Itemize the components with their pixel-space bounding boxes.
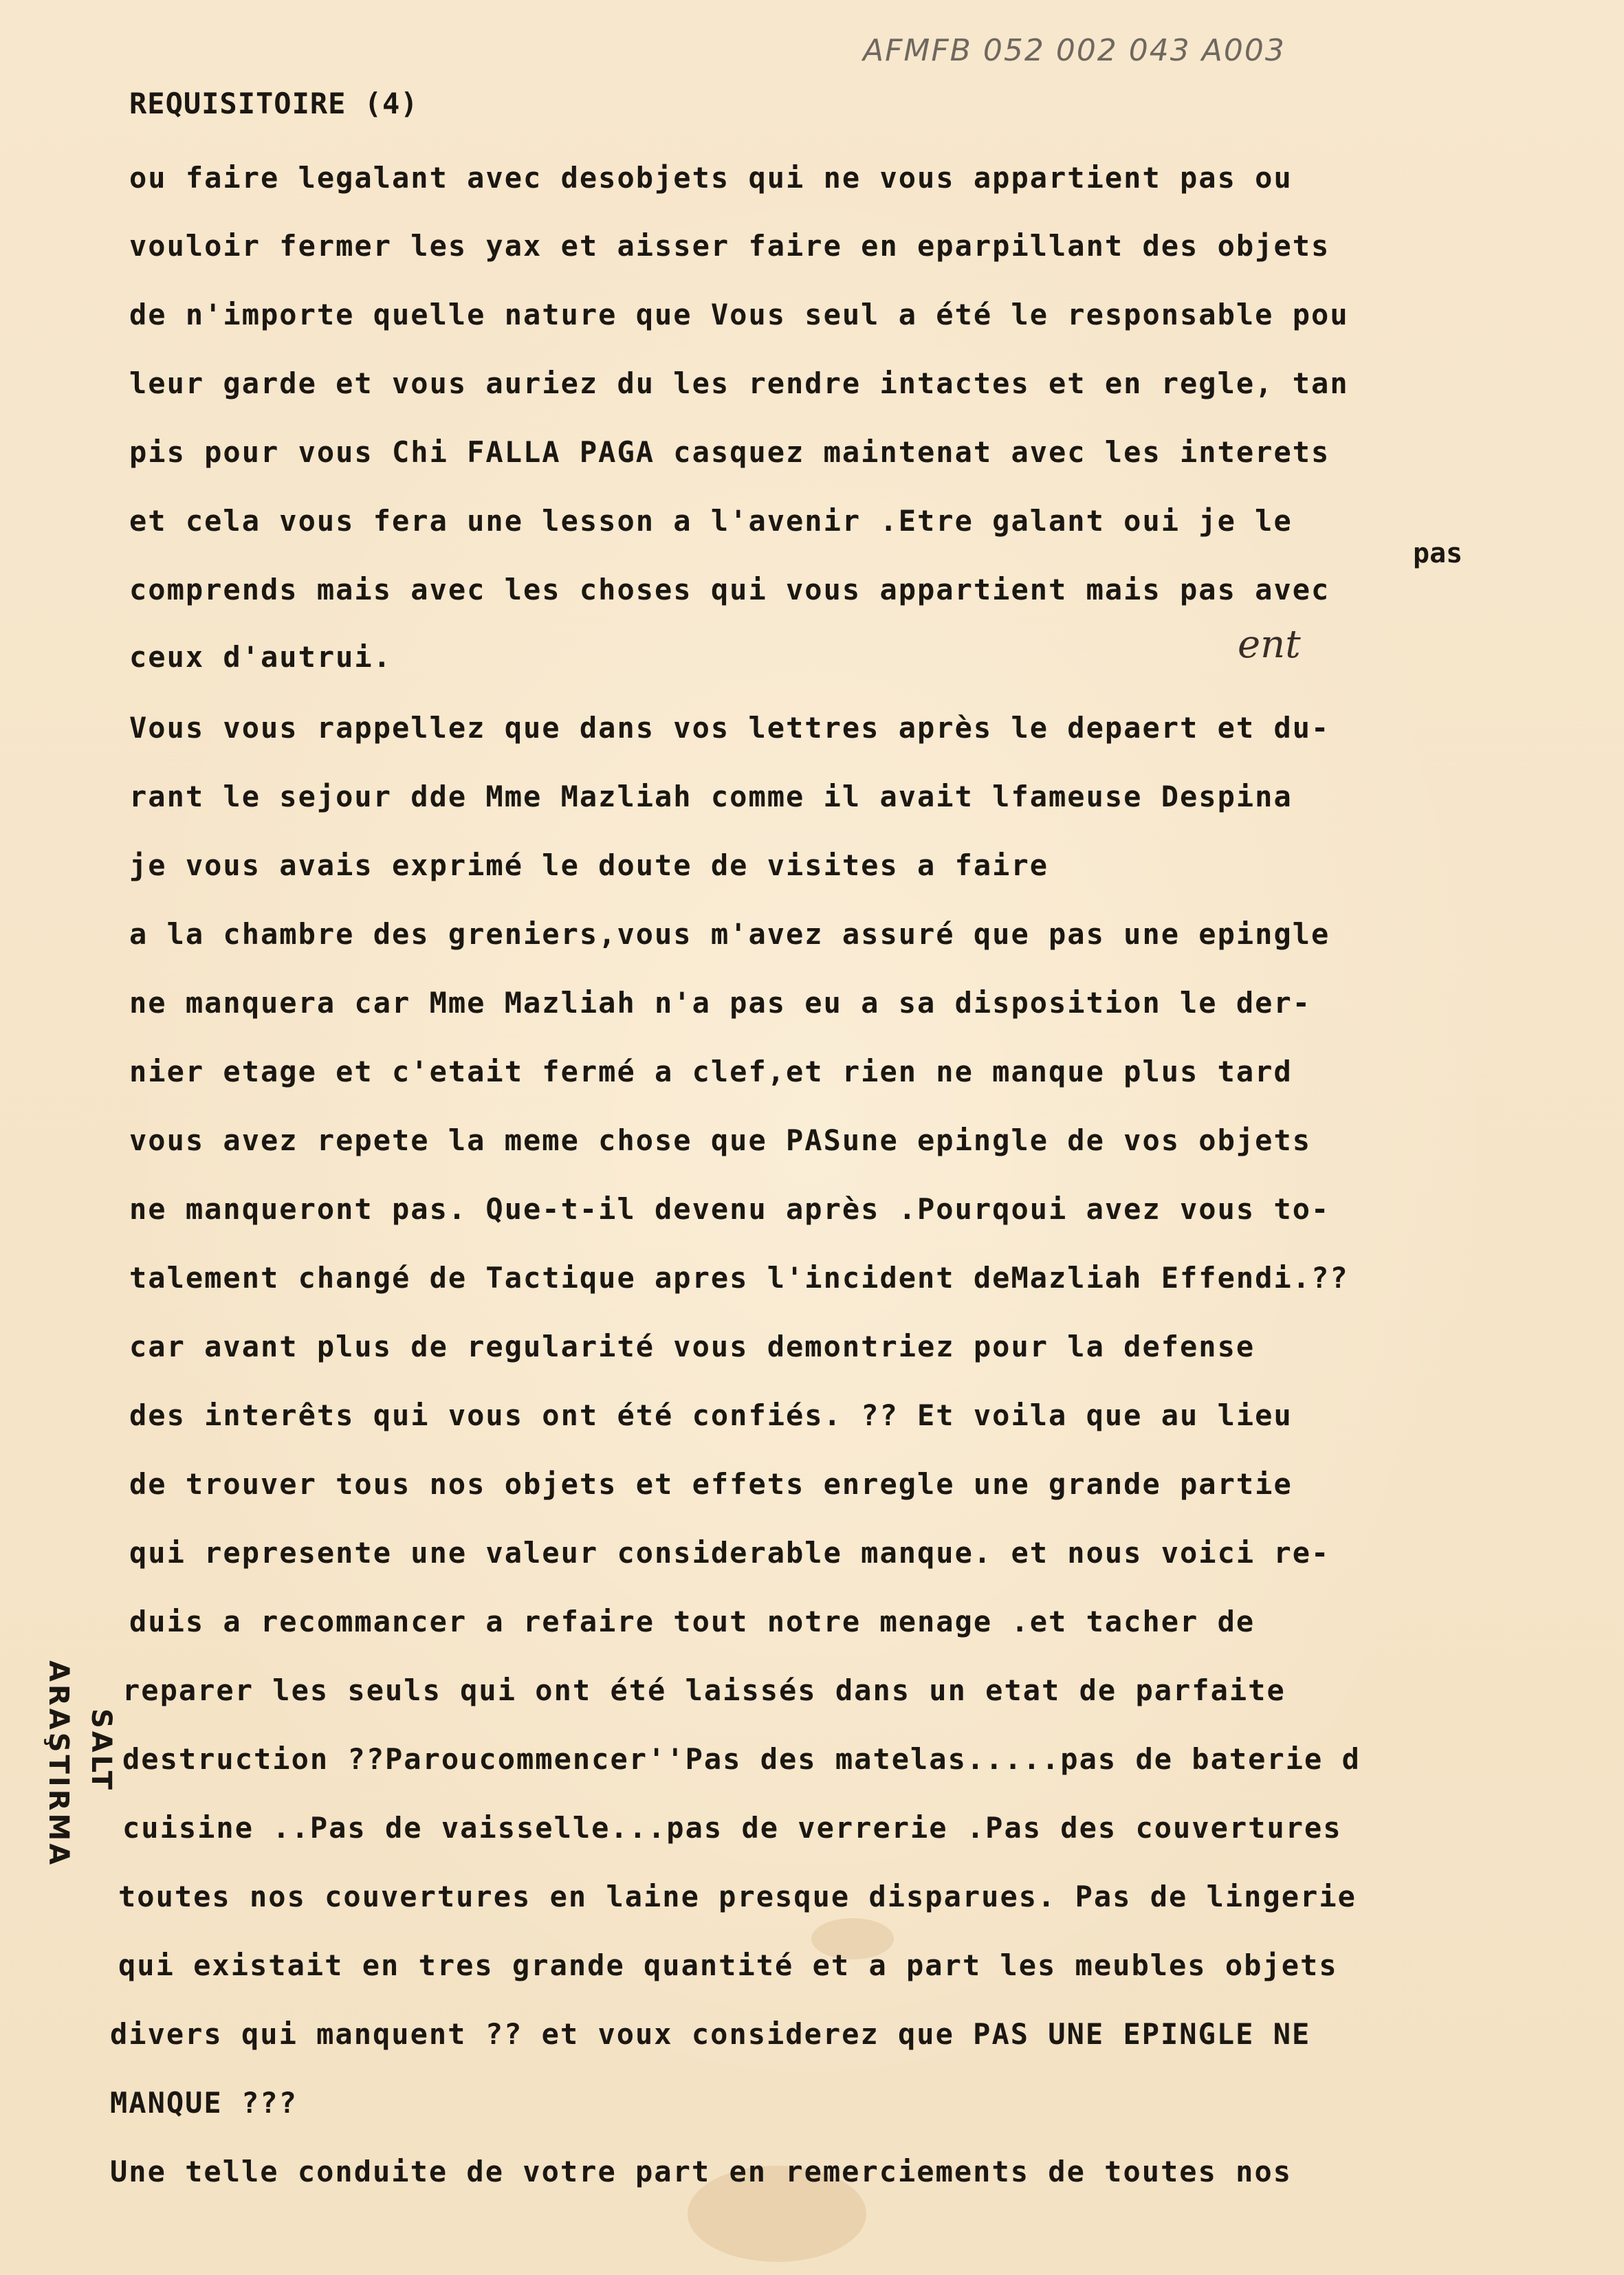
text-line: de n'importe quelle nature que Vous seul a été le responsable pou: [129, 298, 1349, 331]
text-line: ne manqueront pas. Que-t-il devenu après .Pourqoui avez vous to-: [129, 1192, 1330, 1226]
text-line: MANQUE ???: [110, 2086, 298, 2120]
text-line: reparer les seuls qui ont été laissés dans un etat de parfaite: [122, 1673, 1286, 1707]
stamp-line-arastirma: ARAŞTIRMA: [43, 1660, 74, 1868]
text-line: comprends mais avec les choses qui vous appartient mais pas avec: [129, 573, 1330, 606]
handwritten-correction-ent: ent: [1238, 622, 1301, 667]
text-line: nier etage et c'etait fermé a clef,et rien ne manque plus tard: [129, 1055, 1293, 1088]
text-line: Une telle conduite de votre part en remerciements de toutes nos: [110, 2155, 1293, 2188]
document-heading: REQUISITOIRE (4): [129, 87, 419, 120]
text-line: duis a recommancer a refaire tout notre menage .et tacher de: [129, 1605, 1255, 1638]
text-line: cuisine ..Pas de vaisselle...pas de verrerie .Pas des couvertures: [122, 1811, 1342, 1845]
text-line: de trouver tous nos objets et effets enregle une grande partie: [129, 1467, 1293, 1501]
text-line: qui represente une valeur considerable manque. et nous voici re-: [129, 1536, 1330, 1570]
text-line: destruction ??Paroucommencer''Pas des matelas.....pas de baterie d: [122, 1742, 1361, 1776]
stamp-line-salt: SALT: [85, 1708, 117, 1792]
text-line: des interêts qui vous ont été confiés. ?? Et voila que au lieu: [129, 1398, 1293, 1432]
text-line: ou faire legalant avec desobjets qui ne vous appartient pas ou: [129, 161, 1293, 195]
text-line: car avant plus de regularité vous demontriez pour la defense: [129, 1330, 1255, 1363]
text-line: ne manquera car Mme Mazliah n'a pas eu a sa disposition le der-: [129, 986, 1312, 1020]
text-line: leur garde et vous auriez du les rendre intactes et en regle, tan: [129, 366, 1349, 400]
text-line: vous avez repete la meme chose que PASune epingle de vos objets: [129, 1123, 1312, 1157]
text-line: je vous avais exprimé le doute de visites a faire: [129, 848, 1049, 882]
archive-reference-code: AFMFB 052 002 043 A003: [863, 33, 1286, 68]
text-line: a la chambre des greniers,vous m'avez assuré que pas une epingle: [129, 917, 1330, 951]
text-line: talement changé de Tactique apres l'incident deMazliah Effendi.??: [129, 1261, 1349, 1295]
text-line: pis pour vous Chi FALLA PAGA casquez maintenat avec les interets: [129, 435, 1330, 469]
text-line: qui existait en tres grande quantité et a part les meubles objets: [118, 1948, 1338, 1982]
text-line: vouloir fermer les yax et aisser faire en eparpillant des objets: [129, 229, 1330, 263]
text-line: ceux d'autrui.: [129, 640, 393, 674]
institution-stamp: [41, 1660, 124, 1908]
text-line: et cela vous fera une lesson a l'avenir .Etre galant oui je le: [129, 504, 1293, 538]
text-line: divers qui manquent ?? et voux considerez que PAS UNE EPINGLE NE: [110, 2017, 1311, 2051]
handwritten-insert-pas: pas: [1413, 538, 1463, 569]
text-line: toutes nos couvertures en laine presque disparues. Pas de lingerie: [118, 1880, 1357, 1913]
text-line: rant le sejour dde Mme Mazliah comme il avait lfameuse Despina: [129, 780, 1293, 813]
text-line: Vous vous rappellez que dans vos lettres après le depaert et du-: [129, 711, 1330, 745]
